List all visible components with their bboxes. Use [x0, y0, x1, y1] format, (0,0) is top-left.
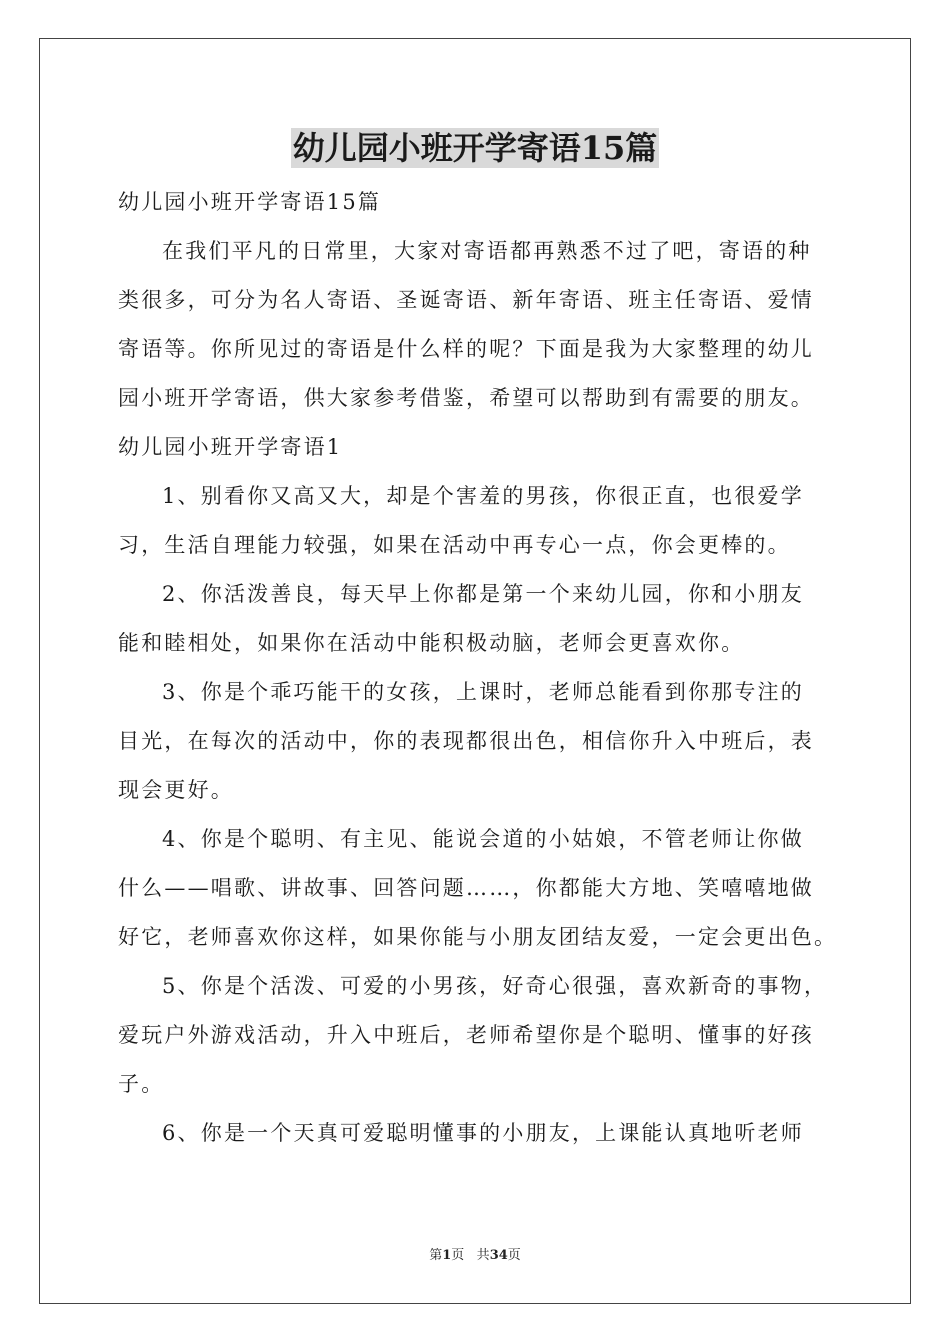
item-line: 2、你活泼善良，每天早上你都是第一个来幼儿园，你和小朋友: [162, 582, 804, 606]
item-line: 子。: [118, 1072, 165, 1096]
item-paragraph-2: [118, 570, 858, 668]
item-line: 目光，在每次的活动中，你的表现都很出色，相信你升入中班后，表: [118, 729, 814, 753]
item-line: 1、别看你又高又大，却是个害羞的男孩，你很正直，也很爱学: [162, 484, 804, 508]
item-paragraph-5: [118, 962, 858, 1109]
footer-total-suffix: 页: [507, 1248, 521, 1263]
document-title: 幼儿园小班开学寄语15篇: [292, 129, 658, 167]
footer-page-suffix: 页: [451, 1248, 465, 1263]
title-container: [0, 128, 950, 168]
item-paragraph-6: [118, 1109, 858, 1158]
item-paragraph-4: [118, 815, 858, 962]
intro-line: 寄语等。你所见过的寄语是什么样的呢？下面是我为大家整理的幼儿: [118, 337, 814, 361]
item-paragraph-1: [118, 472, 858, 570]
intro-line: 在我们平凡的日常里，大家对寄语都再熟悉不过了吧，寄语的种: [162, 239, 812, 263]
item-line: 4、你是个聪明、有主见、能说会道的小姑娘，不管老师让你做: [162, 827, 804, 851]
item-line: 3、你是个乖巧能干的女孩，上课时，老师总能看到你那专注的: [162, 680, 804, 704]
footer-page-prefix: 第: [429, 1248, 443, 1263]
item-line: 5、你是个活泼、可爱的小男孩，好奇心很强，喜欢新奇的事物，: [162, 974, 828, 998]
document-subtitle: 幼儿园小班开学寄语15篇: [118, 190, 382, 214]
item-line: 好它，老师喜欢你这样，如果你能与小朋友团结友爱，一定会更出色。: [118, 925, 838, 949]
item-line: 爱玩户外游戏活动，升入中班后，老师希望你是个聪明、懂事的好孩: [118, 1023, 814, 1047]
footer-total-pages: 34: [489, 1248, 508, 1263]
intro-paragraph: [118, 227, 858, 423]
intro-line: 园小班开学寄语，供大家参考借鉴，希望可以帮助到有需要的朋友。: [118, 386, 814, 410]
item-line: 6、你是一个天真可爱聪明懂事的小朋友，上课能认真地听老师: [162, 1121, 804, 1145]
item-line: 什么——唱歌、讲故事、回答问题……，你都能大方地、笑嘻嘻地做: [118, 876, 814, 900]
section-heading: 幼儿园小班开学寄语1: [118, 435, 343, 459]
footer-total-prefix: 共: [476, 1248, 490, 1263]
intro-line: 类很多，可分为名人寄语、圣诞寄语、新年寄语、班主任寄语、爱情: [118, 288, 814, 312]
footer-page-number: 1: [442, 1248, 452, 1263]
item-line: 能和睦相处，如果你在活动中能积极动脑，老师会更喜欢你。: [118, 631, 745, 655]
document-body: [118, 178, 858, 1158]
item-line: 习，生活自理能力较强，如果在活动中再专心一点，你会更棒的。: [118, 533, 791, 557]
page-footer: [0, 1244, 950, 1263]
item-paragraph-3: [118, 668, 858, 815]
item-line: 现会更好。: [118, 778, 234, 802]
